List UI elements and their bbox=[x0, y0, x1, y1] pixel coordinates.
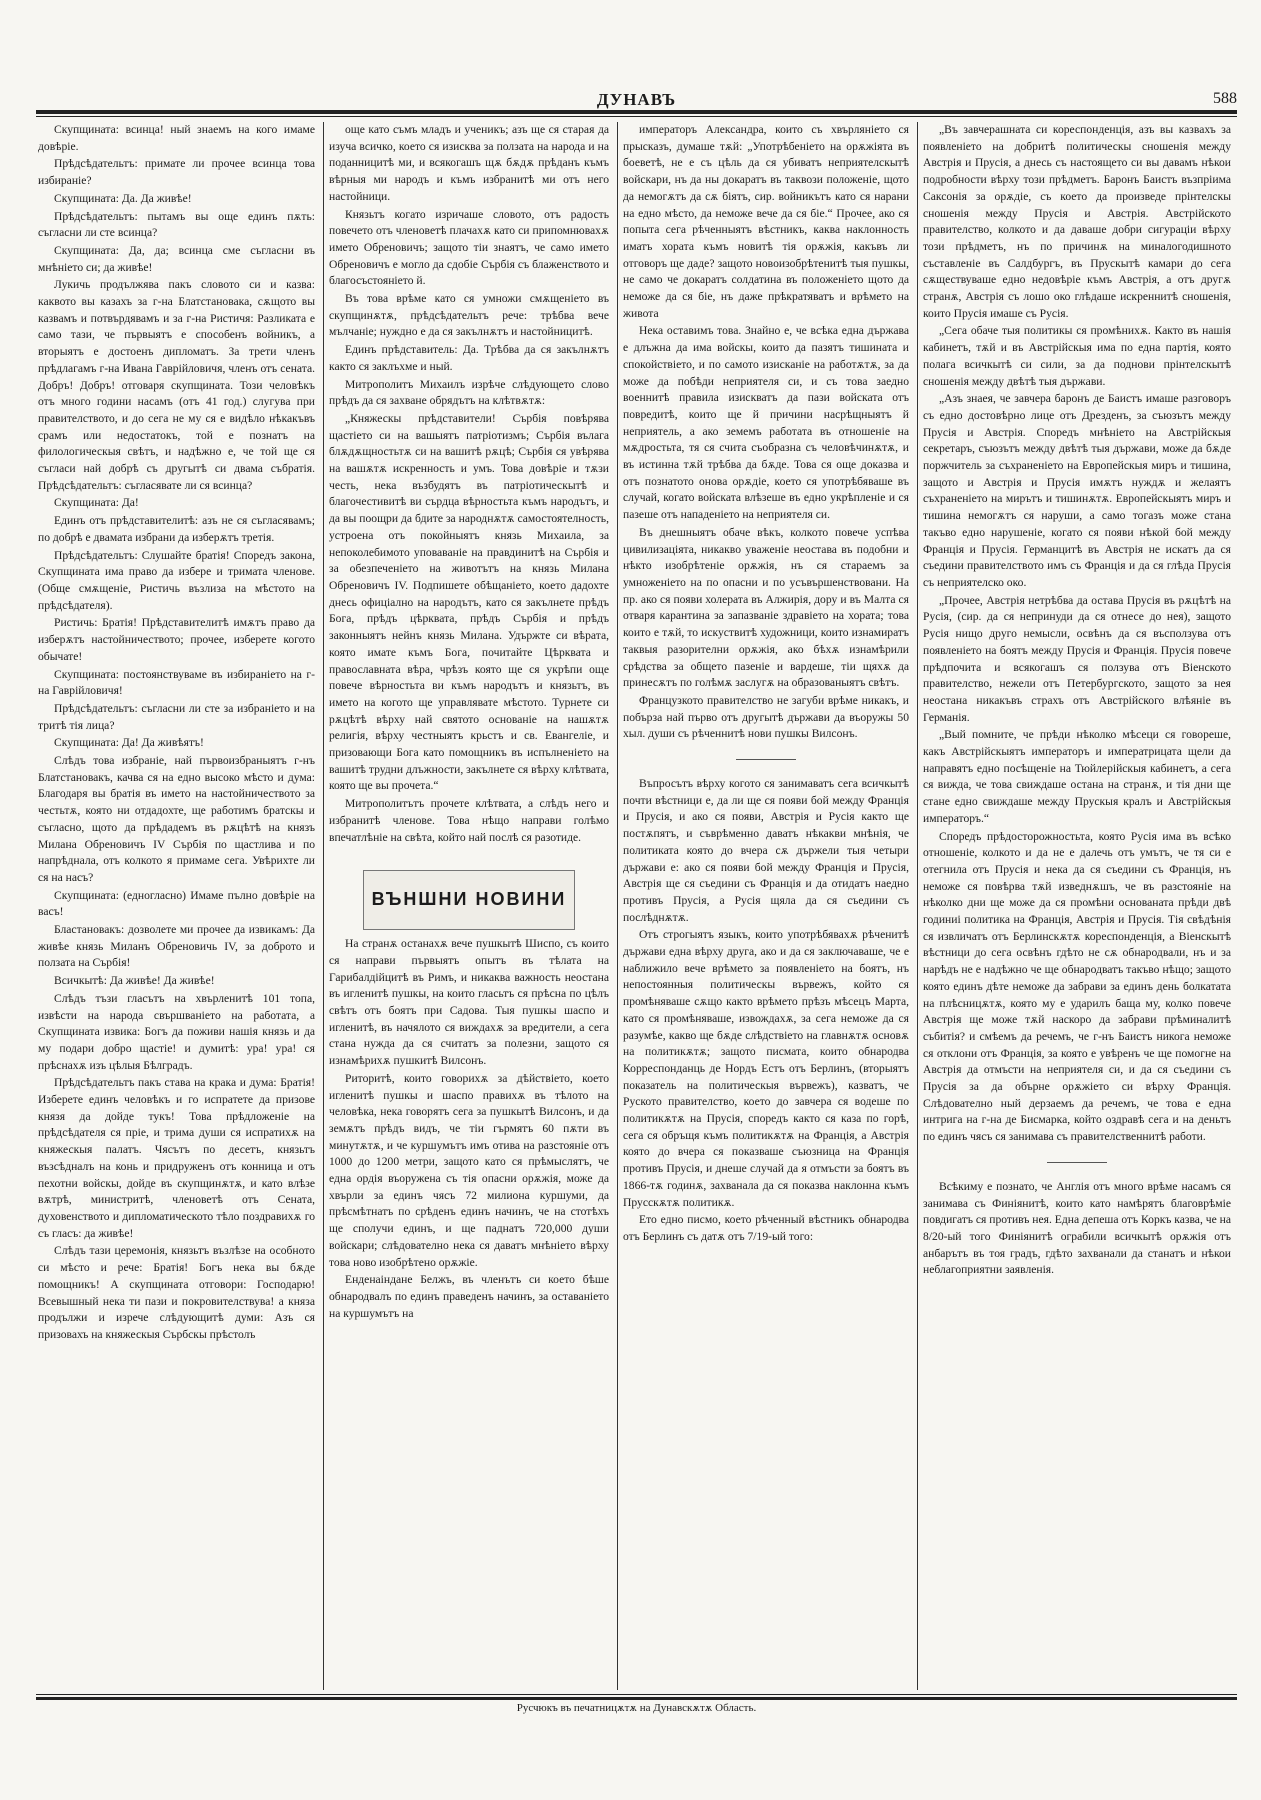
paragraph: Скупщината: Да! Да живѣятъ! bbox=[54, 736, 204, 750]
printer-imprint: Русчюкъ въ печатницѫтѫ на Дунавскѫтѫ Область. bbox=[516, 1702, 757, 1714]
paragraph: Единъ прѣдставитель: Да. Трѣбва да ся закълнѫтъ както ся заклъхме и ный. bbox=[329, 343, 609, 373]
paragraph: Митрополитътъ прочете клѣтвата, а слѣдъ него и избранитѣ членове. Това нѣщо направи голѣмо впечатлѣніе на свѣта, който най послѣ ся разотиде. bbox=[329, 797, 609, 844]
paragraph: Отъ строгыятъ языкъ, които употрѣбявахѫ рѣченитѣ държави една вѣрху друга, ако и да ся заключаваше, че е наближило вече врѣмето за появленіето на боятъ, нъ непостоянныя политическы вървежъ, който ся промѣняваше сѫщо както врѣмето прѣзъ мѣсецъ Марта, като ся промѣняваше, извождахѫ, за сега неможе да ся разумѣе, какво ще бѫде слѣдствіето на главнѫтѫ основѫ на политикѫтѫ; защото писмата, които обнародва Корреспонданць де Нордъ Естъ отъ Берлинъ, (вторыятъ показатель на политическыя вървежъ), казватъ, че Руското правителство, което до завчера ся водеше по политикѫтѫ на Прусія, споредъ както ся каза по горѣ, сега ся обръщя къмъ политикѫтѫ на Франція, а Австрія която до вчера ся показваше съюзница на Франція противъ Прусія, и днеше случай да я отмъсти за боятъ въ 1866-тѫ годинѫ, захванала да ся показва наклонна къмъ Прусскѫтѫ политикѫ. bbox=[623, 928, 909, 1209]
paragraph: Всичкытѣ: Да живѣе! Да живѣе! bbox=[54, 974, 215, 988]
column-1 bbox=[38, 122, 315, 1692]
paragraph: Скупщината: постоянствуваме въ избираніето на г-на Гаврійловичя! bbox=[38, 667, 315, 698]
column-3 bbox=[623, 122, 909, 1692]
separator-rule bbox=[736, 759, 796, 760]
paragraph: Нека оставимъ това. Знайно е, че всѣка една държава е длъжна да има войскы, които да пазятъ тишината и спокойствіето, и по самото изисканіе на работѫтѫ, за да може да побѣди неприятеля си, и съ това заедно военнитѣ правила изискватъ да пази войската отъ повредитѣ, които ще й причини насрѣщныятъ й неприятель, а ако земемъ работата въ отношеніе на мѫдростьта, тя ся счита съобразна съ человѣчинѫтѫ, и въ истинна тѫй трѣбва да бѫде. Това ся още доказва и отъ познатото оновa орѫдіе, което ся употрѣбяваше въ случай, когато войската влѣзеше въ едно укрѣпленіе и ся пазеше отъ нападеніето на неприятеля си. bbox=[623, 324, 909, 522]
paragraph: Енденаіндане Белжъ, въ членътъ си което бѣше обнародвалъ по единъ праведенъ начинъ, за оставаніето на куршумътъ на bbox=[329, 1273, 609, 1320]
paragraph: Въ днешныятъ обаче вѣкъ, колкото повече успѣва цивилизаціята, никакво уваженіе неостава въ подобни и нѣкто изобрѣтеніе орѫжія, нъ ся стараемъ за умноженіето на по опасни и по усъвършенствовани. На пр. ако ся появи холерата въ Алжирія, дору и въ Малта ся отваря карантина за запазваніе здравіето на хората; това които е тѫй, то искуствитѣ художници, които изнамиратъ таквыя разорителни орѫжія, ако бѣхѫ изнамѣрили срѣдства за общето пазеніе и вардеше, тіи щяхѫ да принесѫтъ по голѣмѫ заслугѫ на образованыятъ свѣтъ. bbox=[623, 525, 909, 690]
page-number: 588 bbox=[1213, 90, 1237, 107]
paragraph: Прѣдсѣдательтъ пакъ става на крака и дума: Братія! Изберете единъ человѣкъ и го испратете да призове князя да дойде тукъ! Това прѣдложеніе на прѣдсѣдателя ся пріе, и трима души ся испратихѫ на княжескыя палатъ. Чясътъ по десетъ, князьтъ възсѣдналъ на конь и придруженъ отъ конница и отъ пехотни войскы, дойде въ скупщинѫтѫ, и като влѣзе вѫтрѣ, министритѣ, членоветѣ отъ Сената, духовенството и дипломатическото тѣло поздравихѫ го съ гласъ: да живѣе! bbox=[38, 1076, 315, 1240]
paragraph: „Вый помните, че прѣди нѣколко мѣсеци ся говореше, какъ Австрійскыятъ императоръ и императрицата щели да направятъ едно посѣщеніе на Тюйлерійскыя кабинетъ, а сега ся вижда, че това свиждаше остана на странѫ, и тія дни ще стане едно свиждаше между Прускыя кралъ и Австрійскыя императоръ.“ bbox=[923, 728, 1231, 825]
paragraph: Споредъ прѣдосторожностьта, която Русія има въ всѣко отношеніе, колкото и да не е далечь отъ умътъ, че тя си е отегнила отъ Прусія и нека да ся съедини съ Франція, нъ неможе ся повѣрва тѫй изведнѫшъ, че въ разстояніе на нѣколко дни ще може да ся промѣни основаната прѣди двѣ годиниi политика на Франція, Австрія и Прусія. Тія свѣдѣнія ся извличатъ отъ Берлинскѫтѫ кореспонденція, а Віенскытѣ вѣстници до сега освѣнъ гдѣто не сѫ обнародвали, нъ и за нарѣдъ не е надѣжно че ще обнародватъ такъво нѣщо; защото която единъ дѣте неможе да забрави за единъ день болкатата на плѣсницѫтѫ, която му е ударилъ баща му, колко повече Австрія ще може тѫй наскоро да забрави прѣминалитѣ събитія? и смѣемъ да речемъ, че г-нъ Баистъ никога неможе ся отклони отъ Франція, за която е увѣренъ че ще помогне на Австрія да отмъсти на неприятеля си, и да ся съедини съ Прусія за да обърне орѫжіето си вѣрху Франція. Слѣдователно ный дерзаемъ да речемъ, че това е една интрига на г-на де Бисмарка, който оздравѣ сега и на деньтъ по единъ чясъ ся занимава съ правителственнитѣ работи. bbox=[923, 829, 1231, 1144]
paragraph: Прѣдсѣдательтъ: съгласни ли сте за избраніето и на тритѣ тія лица? bbox=[38, 701, 315, 732]
paragraph: Митрополитъ Михаилъ изрѣче слѣдующето слово прѣдъ да ся захване обрядътъ на клѣтвѫтѫ: bbox=[329, 377, 609, 408]
header-rule-thin bbox=[36, 116, 1237, 117]
paragraph: Лукичь продължява пакъ словото си и казва: каквото вы казахъ за г-на Блатстановака, сѫщото вы казвамъ и потвърдявамъ и за г-на Ристичя: Разликата е само тази, че първыятъ е способенъ войникъ, а вторыятъ е достоенъ дипломатъ. За трети членъ прѣдлагамъ г-на Ивана Гаврійловичя, членъ отъ сената. Добръ! Добръ! отговаря скупщината. Този человѣкъ отъ много години насамъ (отъ 41 год.) слугува при правителството, и до сега не му ся е видѣло нѣкакъвъ срамъ или недостатокъ, той е познатъ на филологическыя свѣтъ, и надѣжно е, че той ще ся съгласи най добрѣ съ другытѣ си двама събратія. Прѣдсѣдательтъ: съгласявате ли ся всинца? bbox=[38, 278, 315, 492]
column-3-text-b bbox=[623, 776, 909, 1246]
paragraph: „Въ завчерашната си кореспонденція, азъ вы казвахъ за появленіето на добритѣ политическы сношенія между Австрія и Прусія, а днесь съ настоящето си вы давамъ нѣкои подробности вѣрху този прѣдметъ. Баронъ Баистъ възпріима Саксонія за орѫдіе, съ което да произведе прінтелскы сношенія между Прусія и Австрія. Австрійското правителство, колкото и да даваше добри сигураціи вѣрху този прѣдметъ, нъ по причинѫ на миналогодишното съставленіе въ Салдбургъ, въ Прускытѣ камари до сега сѫществуваше едно недовѣріе къмъ Австрія, а отъ другѫ странѫ, Австрія съ лошо око глѣдаше искреннитѣ сношенія, които Прусія имаше съ Русія. bbox=[923, 123, 1231, 320]
foreign-news-text bbox=[329, 936, 609, 1322]
header-rule bbox=[36, 110, 1237, 114]
paragraph: „Прочее, Австрія нетрѣбва да остава Прусія въ рѫцѣтѣ на Русія, (сир. да ся непринуди да ся отнесе до нея), защото Русія нищо друго немысли, освѣнъ да ся въсползува отъ появленіето на боятъ между Прусія и Франція. Прусія повече прѣдпочита и всякогашъ ся ползува отъ Віенското правителство, нежели отъ Петербургското, защото за нея неостана никакъвъ страхъ отъ Австрійского влѣяніе въ Германія. bbox=[923, 593, 1231, 724]
paragraph: „Азъ знаея, че завчера баронъ де Баистъ имаше разговоръ съ едно достовѣрно лице отъ Дрезденъ, за съюзътъ между Прусія и Австрія. Споредъ мнѣніето на Австрійскыя секретаръ, съюзътъ между двѣтѣ тыя държави, може да бѫде поржчитель за съхраненіето на Европейскыя миръ и тишина, защото и Австрія и Прусія имѫтъ нуждѫ и желаятъ съхраненіето на мирътъ и тишинѫтѫ. Европейскыятъ миръ и тишина немогѫтъ ся наруши, а само тогазъ може стана такъво едно нарушеніе, когато ся появи нѣкой бой между Франція и Прусія. Германцитѣ въ Австрія не искатъ да ся съедини правителството имъ съ Франція и да ся глѣда Прусія съ неприятелско око. bbox=[923, 392, 1231, 589]
column-4-text-b bbox=[923, 1179, 1231, 1279]
paragraph: Прѣдсѣдательтъ: Слушайте братія! Споредъ закона, Скупщината има право да избере и тримата членове. (Обще смѫщеніе, Ристичь възлиза на мѣстото на прѣдсѣдателя). bbox=[38, 548, 315, 612]
paragraph: Въ това врѣме като ся умножи смѫщеніето въ скупщинѫтѫ, прѣдсѣдательтъ рече: трѣбва вече мълчаніе; нуждно е да ся закълнѫтъ и настойницитѣ. bbox=[329, 292, 609, 339]
section-heading bbox=[363, 870, 575, 930]
paragraph: Бластановакъ: дозволете ми прочее да извикамъ: Да живѣе князь Миланъ Обреновичь IV, за доброто и ползата на Сърбія! bbox=[38, 923, 315, 970]
paragraph: „Княжескы прѣдставители! Сърбія повѣрява щастіето си на вашыятъ патріотизмъ; Сърбія вълага блѫдѫщностьтѫ си на вашитѣ рѫцѣ; Сърбія ся увѣрява на вашѫтѫ искренность и умъ. Това довѣріе и тѫзи честь, нека възбудятъ въ патріотическытѣ и благочестивитѣ ви сърдца вѣрностьта къмъ народътъ, и да вы поощри да бдите за народнѫтѫ самостоятелность, устроена отъ покойныятъ князь Михаила, за непоколебимото уповаваніе на правдинитѣ на Сърбія и за обезпеченіето на животътъ на князь Милана Обреновичъ IV. Подпишете обѣщаніето, което дадохте днесь офиціално на народътъ, като ся закълнете прѣдъ Бога, прѣдъ цѣрквата, прѣдъ Сърбія и прѣдъ законныятъ нейнъ князь Милана. Удържте си вѣрата, която имате къмъ Бога, почитайте Цѣрквата и православната вѣра, чрѣзъ която ще ся укрѣпи още повече вѣрностьта ви къмъ народътъ и князьтъ, въ името на когото ще управлявате мѣстото. Турнете си рѫцѣтѣ вѣрху най святото основаніе на нашѫтѫ религія, вѣрху честныятъ крьстъ и св. Евангеліе, и призовающи Бога като помощникъ въ испълненіето на вашитѣ трудни длъжности, закълнете ся вѣрху клѣтвата, която ще вы прочета.“ bbox=[329, 411, 609, 793]
paragraph: Прѣдсѣдательтъ: пытамъ вы още единъ пѫть: съгласни ли сте всинца? bbox=[38, 209, 315, 240]
paragraph: Слѣдъ това избраніе, най първоизбраныятъ г-нъ Блатстановакъ, качва ся на едно высоко мѣсто и дума: Благодаря вы братія въ името на настойничеството за честьтѫ, която ни отдадохте, ще работимъ братскы и съгласно, щото да прѣдадемъ въ рѫцѣтѣ на князъ Милана Обреновичъ IV Сърбія по щастлива и по напрѣднала, отъ колкото я примаме сега. Увѣрихте ли ся на насъ? bbox=[38, 754, 315, 884]
column-2-text bbox=[329, 122, 609, 846]
paragraph: още като съмъ младъ и ученикъ; азъ ще ся старая да изуча всичко, което ся изисква за ползата на народа и на поданницитѣ ми, и всякогашъ щѫ бѫдѫ прѣданъ къмъ вѣрныя ми народъ и къмъ избранитѣ ми отъ него настойници. bbox=[329, 123, 609, 203]
paragraph: Всѣкиму е познато, че Англія отъ много врѣме насамъ ся занимава съ Финіянитѣ, които като намѣрятъ благоврѣміе повдигатъ ся противъ нея. Една депеша отъ Коркъ казва, че на 8/20-ый того Финіянитѣ ограбили всичкытѣ орѫжія отъ анбарътъ въ тоя градъ, гдѣто захванали да станатъ и нѣкои неблагоприятни заявленія. bbox=[923, 1179, 1231, 1277]
paragraph: На странѫ останахѫ вече пушкытѣ Шиспо, съ които ся направи първыятъ опытъ въ тѣлата на Гарибалдійцитѣ въ Римъ, и никаква важность неостана въ игленитѣ пушкы, на които гласьтъ ся прѣсна по цѣлъ свѣтъ отъ боятъ при Садова. Тыя пушкы шаспо и игленитѣ, въ начялото ся виждахѫ за вредители, а сега стана нужда да ся считатъ за полезни, защото ся изнамѣрихѫ пушкитѣ Вилсонъ. bbox=[329, 937, 609, 1068]
paragraph: императоръ Александра, които съ хвърляніето ся прысказъ, думаше тѫй: „Употрѣбеніето на орѫжіята въ боеветѣ, не е съ цѣль да ся убиватъ неприятелскытѣ войскари, нъ да ны докаратъ въ таквози положеніе, щото да немогѫтъ да сѫ біятъ, сир. войникътъ като ся нарани на едно мѣсто, да неможе вече да ся біе.“ Прочее, ако ся попыта сега рѣченныятъ вѣстникъ, каква наклонность иматъ хората къмъ новитѣ тія орѫжія, какъвъ ли отговоръ ще даде? защото новоизобрѣтенитѣ тыя пушкы, не само че докаратъ солдатина въ положеніето щото да неможе да ся біе, нъ даже прѣкратяватъ и врѣмето на живота bbox=[623, 123, 909, 320]
paragraph: Скупщината: Да, да; всинца сме съгласни въ мнѣніето си; да живѣе! bbox=[38, 243, 315, 274]
paragraph: Французкото правителство не загуби врѣме никакъ, и побърза най първо отъ другытѣ държави да въоружы 50 хыл. души съ рѣченнитѣ нови пушкы Вилсонъ. bbox=[623, 693, 909, 741]
page-header bbox=[36, 90, 1237, 110]
paragraph: Скупщината: (едногласно) Имаме пълно довѣріе на васъ! bbox=[38, 888, 315, 919]
section-heading-text: ВЪНШНИ НОВИНИ bbox=[371, 889, 567, 910]
masthead-title: ДУНАВЪ bbox=[596, 90, 677, 109]
paragraph: Ето едно писмо, което рѣченный вѣстникъ обнародва отъ Берлинъ съ датѫ отъ 7/19-ый того: bbox=[623, 1213, 909, 1243]
paragraph: Князьтъ когато изричаше словото, отъ радость повечето отъ членоветѣ плачахѫ като си припомнювахѫ името Обреновичъ; защото тіи знаятъ, че само името Обреновичъ е могло да сдобіе Сърбія съ блаженството и благосъстояніето й. bbox=[329, 207, 609, 288]
paragraph: „Сега обаче тыя политикы ся промѣнихѫ. Както въ нашія кабинетъ, тѫй и въ Австрійскыя има по една партія, която полага всичкытѣ си сили, за да поднови прінтелскытѣ сношенія между двѣтѣ тыя държави. bbox=[923, 324, 1231, 388]
paragraph: Риторитѣ, които говорихѫ за дѣйствіето, което игленитѣ пушкы и шаспо правихѫ въ тѣлото на человѣка, нека говорятъ сега за пушкытѣ Вилсонъ, и да земѫтъ прѣдъ видъ, че тіи гърмятъ 60 пѫти въ минутѫтѫ, и че куршумътъ имъ отива на разстояніе отъ 1000 до 1200 метри, защото като ся прѣмыслятъ, че една ордія въоружена съ тія опасни орѫжія, може да хвърли за единъ чясъ 72 милиона куршуми, да прѣсмѣтнатъ по срѣденъ единъ начинъ, че на стотѣхъ ще сполучи единъ, и ще паднатъ 720,000 души войскари; слѣдователно нека ся даватъ мнѣніето вѣрху това ново изобрѣтено орѫжіе. bbox=[329, 1071, 609, 1269]
paragraph: Единъ отъ прѣдставителитѣ: азъ не ся съгласявамъ; по добрѣ е двамата избрани да изберѫтъ третія. bbox=[38, 514, 315, 544]
paragraph: Скупщината: всинца! ный знаемъ на кого имаме довѣріе. bbox=[38, 123, 315, 153]
paragraph: Въпросътъ вѣрху когото ся занимаватъ сега всичкытѣ почти вѣстници е, да ли ще ся появи бой между Франція и Прусія, и ако ся появи, Австрія и Русія както ще постѫпятъ, и съврѣменно даватъ нѣкакви мнѣнія, че политиката която до вчера сѫ държели тыя четыри държави е: ако ся появи бой между Франція и Прусія, Австрія ще ся съедини съ Франція и да отидатъ наедно противъ Прусія, а Русія щяла да ся съедини съ послѣднѫтѫ. bbox=[623, 777, 909, 924]
columns bbox=[38, 122, 1233, 1692]
paragraph: Скупщината: Да. Да живѣе! bbox=[54, 191, 192, 205]
paragraph: Слѣдъ тъзи гласътъ на хвърленитѣ 101 топа, извѣсти на народа свършваніето на работата, а Скупщината извика: Богъ да поживи нашія князь и да му подари добро щастіе! и думитѣ: ура! ура! ся прѣснахѫ изъ цѣлыя Бѣлградъ. bbox=[38, 991, 315, 1072]
paragraph: Слѣдъ тази церемонія, князьтъ възлѣзе на особното си мѣсто и рече: Братія! Богъ нека вы бѫде помощникъ! А скупщината отговори: Господарю! Всевышный нека ти пази и покровителствува! а княза продължи и изрече слѣдующитѣ думи: Азъ ся призовахъ на княжескыя Сърбскы прѣстолъ bbox=[38, 1244, 315, 1341]
paragraph: Скупщината: Да! bbox=[54, 496, 139, 510]
paragraph: Прѣдсѣдательтъ: примате ли прочее всинца това избираніе? bbox=[38, 157, 315, 188]
footer-rule bbox=[36, 1697, 1237, 1700]
column-4-text bbox=[923, 122, 1231, 1146]
paragraph: Ристичь: Братія! Прѣдставителитѣ имѫтъ право да изберѫтъ настойничеството; прочее, изберете когото обычате! bbox=[38, 616, 315, 663]
column-4 bbox=[923, 122, 1231, 1692]
separator-rule bbox=[1047, 1162, 1107, 1163]
footer-rule-thin bbox=[36, 1694, 1237, 1695]
column-2 bbox=[329, 122, 609, 1692]
column-3-text bbox=[623, 122, 909, 743]
